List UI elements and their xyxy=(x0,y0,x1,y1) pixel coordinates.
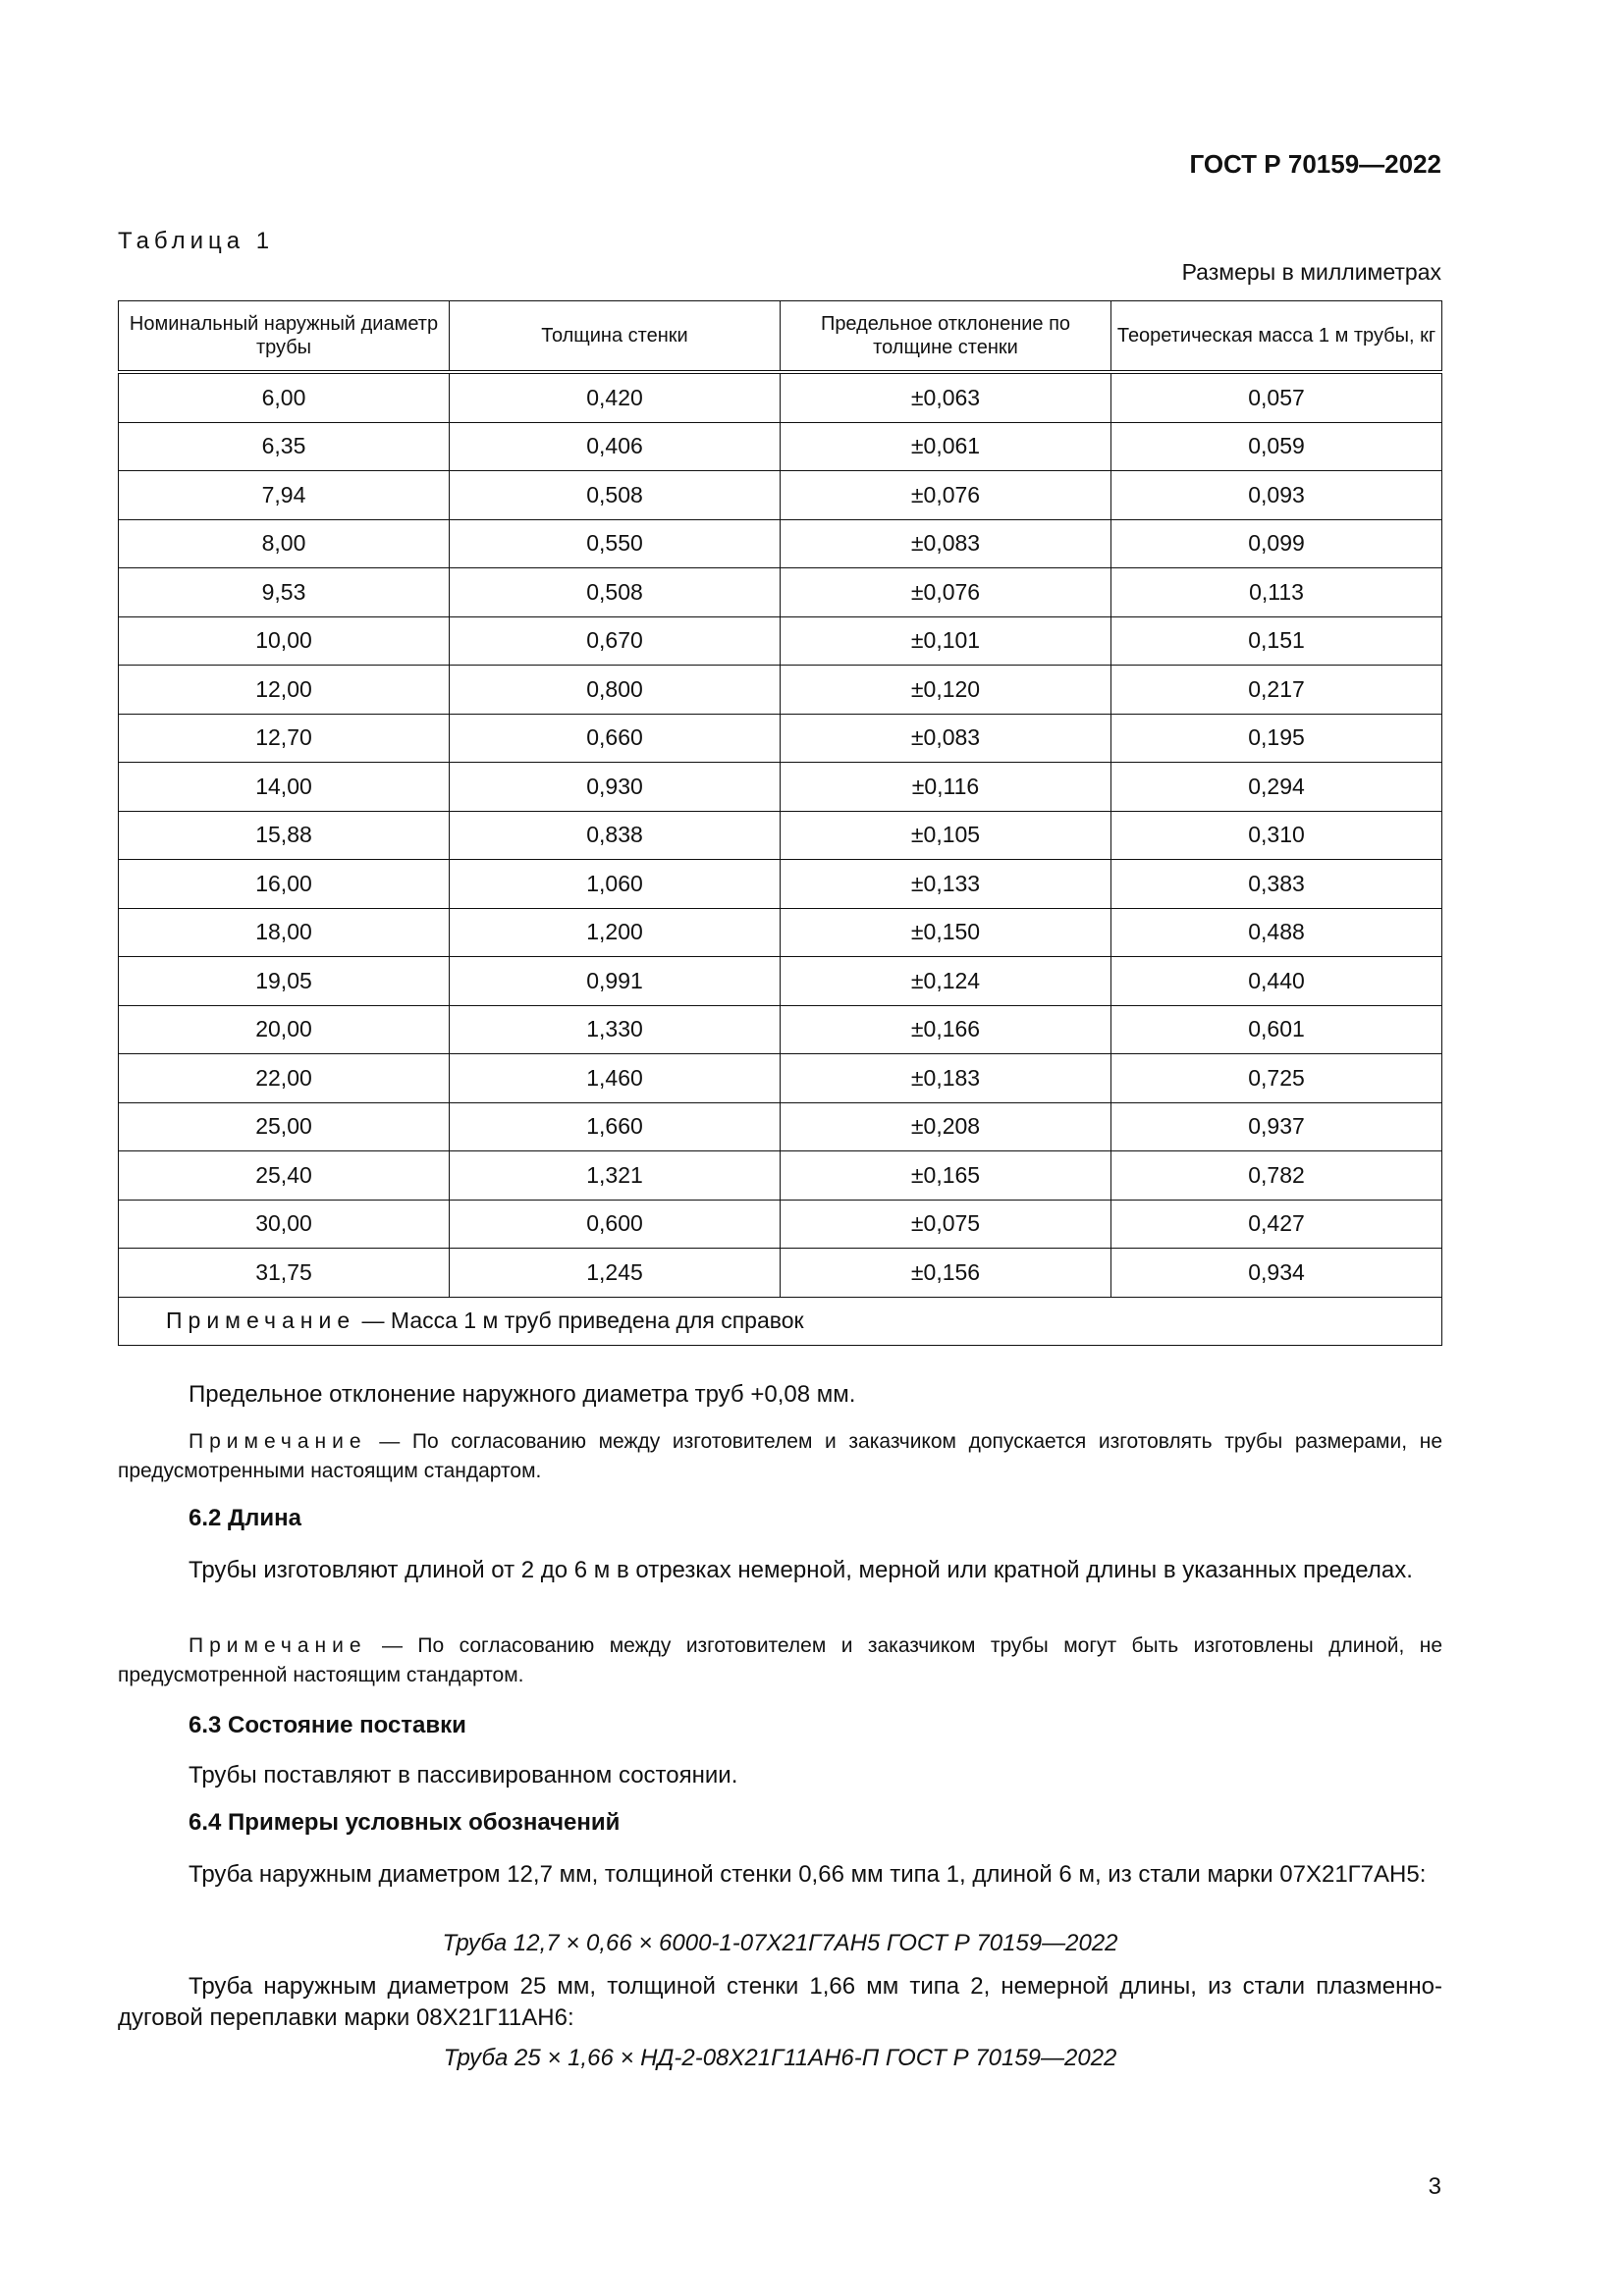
section-heading-6-3: 6.3 Состояние поставки xyxy=(189,1712,466,1738)
table-cell: 1,460 xyxy=(450,1054,781,1103)
table-cell: ±0,083 xyxy=(781,519,1111,568)
table-cell: ±0,076 xyxy=(781,568,1111,617)
table-header-row xyxy=(119,301,1442,373)
section-heading-6-4: 6.4 Примеры условных обозначений xyxy=(189,1809,621,1836)
table-row xyxy=(119,666,1442,715)
table-cell: 6,00 xyxy=(119,372,450,422)
column-header: Толщина стенки xyxy=(450,301,781,373)
table-cell: 1,200 xyxy=(450,908,781,957)
column-header: Теоретическая масса 1 м трубы, кг xyxy=(1111,301,1442,373)
table-cell: 31,75 xyxy=(119,1249,450,1298)
table-cell: 0,057 xyxy=(1111,372,1442,422)
note-text: — По согласованию между изготовителем и заказчиком допускается изготовлять трубы размерами, не предусмотренными настоящим стандартом. xyxy=(118,1430,1442,1482)
table-cell: ±0,166 xyxy=(781,1005,1111,1054)
table-cell: 0,151 xyxy=(1111,616,1442,666)
table-cell: 0,113 xyxy=(1111,568,1442,617)
table-cell: ±0,061 xyxy=(781,422,1111,471)
table-cell: 0,508 xyxy=(450,471,781,520)
page-number: 3 xyxy=(1428,2173,1441,2200)
table-note xyxy=(119,1297,1442,1345)
table-row xyxy=(119,1102,1442,1151)
table-cell: 7,94 xyxy=(119,471,450,520)
table-row xyxy=(119,1151,1442,1201)
table-cell: 0,294 xyxy=(1111,763,1442,812)
table-cell: 0,310 xyxy=(1111,811,1442,860)
table-cell: 14,00 xyxy=(119,763,450,812)
example-designation-1: Труба 12,7 × 0,66 × 6000-1-07Х21Г7АН5 ГОСТ Р 70159—2022 xyxy=(442,1930,1118,1956)
table-cell: 0,800 xyxy=(450,666,781,715)
table-row xyxy=(119,568,1442,617)
table-row xyxy=(119,1005,1442,1054)
table-cell: 0,217 xyxy=(1111,666,1442,715)
table-cell: 12,70 xyxy=(119,714,450,763)
table-cell: 0,991 xyxy=(450,957,781,1006)
table-cell: ±0,083 xyxy=(781,714,1111,763)
table-cell: 25,00 xyxy=(119,1102,450,1151)
table-cell: 1,330 xyxy=(450,1005,781,1054)
table-label: Таблица 1 xyxy=(118,228,275,254)
table-cell: 0,782 xyxy=(1111,1151,1442,1201)
note-1 xyxy=(118,1427,1442,1486)
table-cell: 10,00 xyxy=(119,616,450,666)
table-cell: ±0,150 xyxy=(781,908,1111,957)
table-cell: 0,440 xyxy=(1111,957,1442,1006)
column-header: Предельное отклонение по толщине стенки xyxy=(781,301,1111,373)
table-cell: ±0,076 xyxy=(781,471,1111,520)
table-cell: 19,05 xyxy=(119,957,450,1006)
table-cell: 25,40 xyxy=(119,1151,450,1201)
table-cell: 1,321 xyxy=(450,1151,781,1201)
paragraph-example-2: Труба наружным диаметром 25 мм, толщиной стенки 1,66 мм типа 2, немерной длины, из стали плазменно-дуговой переплавки марки 08Х21Г11АН6: xyxy=(118,1973,1442,2031)
table-row xyxy=(119,471,1442,520)
table-cell: 0,099 xyxy=(1111,519,1442,568)
table-cell: 0,930 xyxy=(450,763,781,812)
table-row xyxy=(119,957,1442,1006)
note-2 xyxy=(118,1631,1442,1690)
table-cell: ±0,133 xyxy=(781,860,1111,909)
column-header: Номинальный наружный диаметр трубы xyxy=(119,301,450,373)
table-cell: 0,195 xyxy=(1111,714,1442,763)
table-row xyxy=(119,1054,1442,1103)
table-row xyxy=(119,1200,1442,1249)
table-cell: 0,670 xyxy=(450,616,781,666)
table-row xyxy=(119,616,1442,666)
table-cell: 0,508 xyxy=(450,568,781,617)
paragraph-length: Трубы изготовляют длиной от 2 до 6 м в отрезках немерной, мерной или кратной длины в указанных пределах. xyxy=(189,1557,1413,1583)
note-label: Примечание xyxy=(189,1430,367,1453)
table-cell: 0,488 xyxy=(1111,908,1442,957)
table-row xyxy=(119,519,1442,568)
table-cell: 0,406 xyxy=(450,422,781,471)
dimensions-table xyxy=(118,300,1442,1346)
table-cell: 15,88 xyxy=(119,811,450,860)
section-heading-6-2: 6.2 Длина xyxy=(189,1505,301,1531)
table-cell: 1,060 xyxy=(450,860,781,909)
table-cell: 16,00 xyxy=(119,860,450,909)
paragraph-example-1: Труба наружным диаметром 12,7 мм, толщиной стенки 0,66 мм типа 1, длиной 6 м, из стали марки 07Х21Г7АН5: xyxy=(189,1861,1427,1888)
table-cell: ±0,183 xyxy=(781,1054,1111,1103)
table-cell: ±0,075 xyxy=(781,1200,1111,1249)
table-row xyxy=(119,372,1442,422)
table-row xyxy=(119,714,1442,763)
table-cell: 1,660 xyxy=(450,1102,781,1151)
note-label: Примечание xyxy=(166,1308,356,1333)
table-row xyxy=(119,763,1442,812)
table-units: Размеры в миллиметрах xyxy=(1181,259,1441,285)
example-designation-2: Труба 25 × 1,66 × НД-2-08Х21Г11АН6-П ГОСТ Р 70159—2022 xyxy=(443,2045,1117,2071)
paragraph-delivery-state: Трубы поставляют в пассивированном состоянии. xyxy=(189,1762,738,1789)
table-note-row xyxy=(119,1297,1442,1345)
table-row xyxy=(119,811,1442,860)
note-text: — По согласованию между изготовителем и заказчиком трубы могут быть изготовлены длиной, не предусмотренной настоящим стандартом. xyxy=(118,1634,1442,1686)
table-cell: ±0,124 xyxy=(781,957,1111,1006)
table-cell: 0,725 xyxy=(1111,1054,1442,1103)
note-text: — Масса 1 м труб приведена для справок xyxy=(355,1308,804,1333)
table-row xyxy=(119,860,1442,909)
table-cell: ±0,120 xyxy=(781,666,1111,715)
table-cell: ±0,116 xyxy=(781,763,1111,812)
table-cell: 0,059 xyxy=(1111,422,1442,471)
table-cell: 0,550 xyxy=(450,519,781,568)
table-cell: 0,660 xyxy=(450,714,781,763)
table-cell: 22,00 xyxy=(119,1054,450,1103)
table-cell: 0,937 xyxy=(1111,1102,1442,1151)
table-cell: 0,601 xyxy=(1111,1005,1442,1054)
paragraph-diameter-deviation: Предельное отклонение наружного диаметра труб +0,08 мм. xyxy=(189,1381,856,1408)
table-cell: ±0,105 xyxy=(781,811,1111,860)
table-cell: ±0,208 xyxy=(781,1102,1111,1151)
table-row xyxy=(119,908,1442,957)
table-cell: 18,00 xyxy=(119,908,450,957)
table-cell: ±0,063 xyxy=(781,372,1111,422)
table-cell: ±0,101 xyxy=(781,616,1111,666)
table-cell: 6,35 xyxy=(119,422,450,471)
table-cell: 0,838 xyxy=(450,811,781,860)
table-cell: ±0,165 xyxy=(781,1151,1111,1201)
table-cell: 9,53 xyxy=(119,568,450,617)
table-cell: 12,00 xyxy=(119,666,450,715)
table-cell: 0,093 xyxy=(1111,471,1442,520)
table-cell: 0,934 xyxy=(1111,1249,1442,1298)
table-cell: 30,00 xyxy=(119,1200,450,1249)
table-row xyxy=(119,1249,1442,1298)
table-cell: 20,00 xyxy=(119,1005,450,1054)
table-cell: 1,245 xyxy=(450,1249,781,1298)
document-standard-number: ГОСТ Р 70159—2022 xyxy=(1189,149,1441,179)
note-label: Примечание xyxy=(189,1634,367,1657)
table-cell: 0,427 xyxy=(1111,1200,1442,1249)
table-cell: 0,600 xyxy=(450,1200,781,1249)
table-row xyxy=(119,422,1442,471)
table-cell: 0,383 xyxy=(1111,860,1442,909)
table-cell: ±0,156 xyxy=(781,1249,1111,1298)
table-cell: 8,00 xyxy=(119,519,450,568)
table-cell: 0,420 xyxy=(450,372,781,422)
